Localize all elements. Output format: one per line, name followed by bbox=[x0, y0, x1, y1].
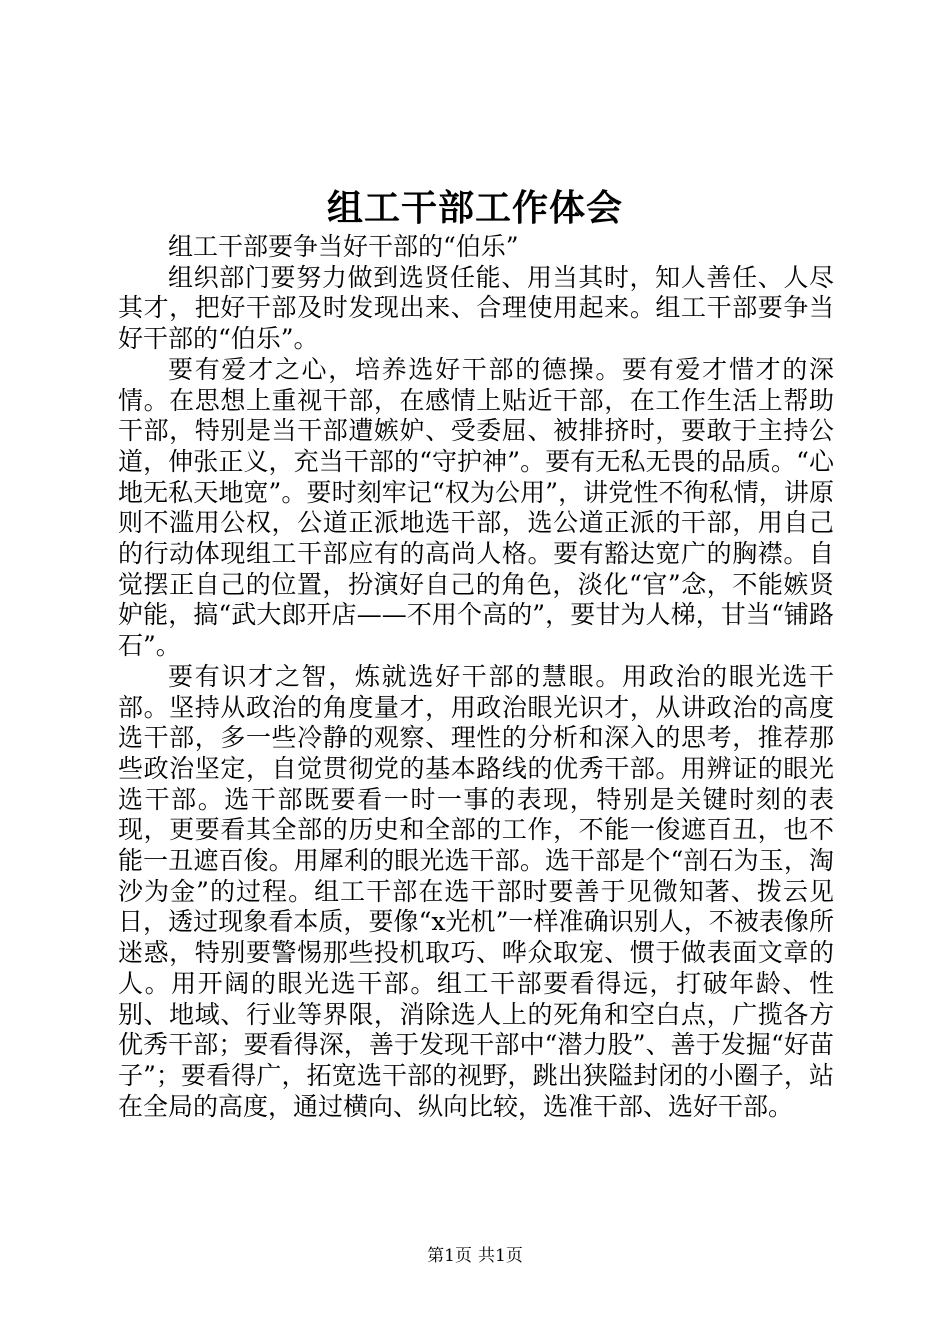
page-footer bbox=[0, 1244, 950, 1268]
page-number: 第1页 bbox=[427, 1246, 472, 1266]
page-total: 共1页 bbox=[478, 1246, 523, 1266]
paragraph-intro: 组织部门要努力做到选贤任能、用当其时，知人善任、人尽其才，把好干部及时发现出来、合理使用起来。组工干部要争当好干部的“伯乐”。 bbox=[118, 262, 834, 354]
paragraph-love-talent: 要有爱才之心，培养选好干部的德操。要有爱才惜才的深情。在思想上重视干部，在感情上贴近干部，在工作生活上帮助干部，特别是当干部遭嫉妒、受委屈、被排挤时，要敢于主持公道，伸张正义，充当干部的“守护神”。要有无私无畏的品质。“心地无私天地宽”。要时刻牢记“权为公用”，讲党性不徇私情，讲原则不滥用公权，公道正派地选干部，选公道正派的干部，用自己的行动体现组工干部应有的高尚人格。要有豁达宽广的胸襟。自觉摆正自己的位置，扮演好自己的角色，淡化“官”念，不能嫉贤妒能，搞“武大郎开店——不用个高的”，要甘为人梯，甘当“铺路石”。 bbox=[118, 354, 834, 661]
document-title: 组工干部工作体会 bbox=[326, 187, 623, 229]
document-body bbox=[118, 232, 834, 1122]
paragraph-subtitle: 组工干部要争当好干部的“伯乐” bbox=[168, 232, 519, 261]
paragraph-recognize-talent: 要有识才之智，炼就选好干部的慧眼。用政治的眼光选干部。坚持从政治的角度量才，用政治眼光识才，从讲政治的高度选干部，多一些冷静的观察、理性的分析和深入的思考，推荐那些政治坚定，自觉贯彻党的基本路线的优秀干部。用辨证的眼光选干部。选干部既要看一时一事的表现，特别是关键时刻的表现，更要看其全部的历史和全部的工作，不能一俊遮百丑，也不能一丑遮百俊。用犀利的眼光选干部。选干部是个“剖石为玉，淘沙为金”的过程。组工干部在选干部时要善于见微知著、拨云见日，透过现象看本质，要像“x光机”一样准确识别人，不被表像所迷惑，特别要警惕那些投机取巧、哗众取宠、惯于做表面文章的人。用开阔的眼光选干部。组工干部要看得远，打破年龄、性别、地域、行业等界限，消除选人上的死角和空白点，广揽各方优秀干部；要看得深，善于发现干部中“潜力股”、善于发掘“好苗子”；要看得广，拓宽选干部的视野，跳出狭隘封闭的小圈子，站在全局的高度，通过横向、纵向比较，选准干部、选好干部。 bbox=[118, 661, 834, 1121]
